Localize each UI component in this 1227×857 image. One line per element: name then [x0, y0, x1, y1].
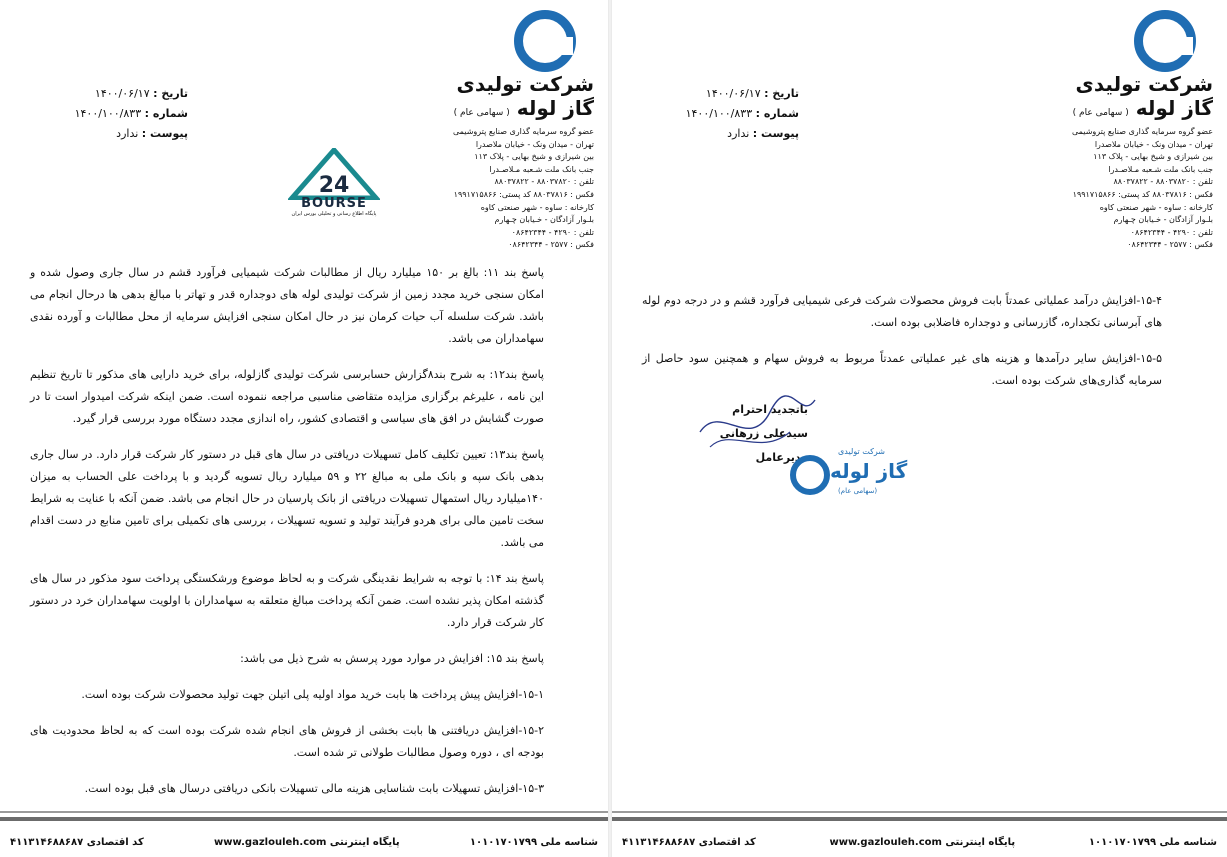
- bourse-text: BOURSE: [301, 196, 367, 211]
- attachment-value: ندارد: [116, 127, 139, 140]
- bourse24-logo: [288, 148, 380, 230]
- company-stamp: شرکت تولیدی گاز لوله (سهامی عام): [786, 445, 926, 505]
- stamp-logo-icon: [790, 455, 830, 495]
- signature-closing: باتجدید احترام: [732, 403, 808, 416]
- address-line: جنب بانک ملت شـعبه مـلاصـدرا: [1108, 164, 1213, 174]
- paragraph: ۱۵-۲-افزایش دریافتنی ها بابت بخشی از فروش های انجام شده شرکت بوده است که به لحاظ محدودیت های بودجه ای ، دوره وصول مطالبات طولانی تر شده است.: [30, 724, 544, 759]
- company-name: [1073, 72, 1213, 125]
- paragraph: پاسخ بند ۱۴: با توجه به شرایط نقدینگی شرکت و به لحاظ موضوع ورشکستگی پرداخت سود مذکور در سال های گذشته امکان پذیر نشده است. ضمن آنکه پرداخت مبالغ متعلقه به سهامداران با اولویت سهامداران خرد در دستور کار شرکت قرار دارد.: [30, 572, 544, 629]
- footer-economic-code: کد اقتصادی ۴۱۱۳۱۴۶۸۸۶۸۷: [10, 836, 144, 848]
- paragraph: پاسخ بند ۱۵: افزایش در موارد مورد پرسش به شرح ذیل می باشد:: [240, 652, 544, 665]
- bourse-triangle-icon: [288, 148, 380, 200]
- address-line: تهران - میدان ونک - خیابان ملاصدرا: [1094, 139, 1213, 149]
- number-row: شماره : ۱۴۰۰/۱۰۰/۸۳۳: [74, 107, 188, 120]
- address-line: تلفن : ۸۸۰۳۷۸۲۰ - ۸۸۰۳۷۸۲۲: [494, 177, 594, 187]
- signature-title: مدیرعامل: [755, 451, 808, 464]
- letter-meta: [28, 84, 188, 144]
- number-row: شماره : ۱۴۰۰/۱۰۰/۸۳۳: [685, 107, 799, 120]
- address-line: جنب بانک ملت شـعبه مـلاصـدرا: [489, 164, 594, 174]
- footer-website: پایگاه اینترنتی www.gazlouleh.com: [829, 836, 1016, 848]
- gazlouleh-logo-icon: [514, 10, 576, 72]
- footer-economic-code: کد اقتصادی ۴۱۱۳۱۴۶۸۸۶۸۷: [622, 836, 756, 848]
- company-address: [424, 126, 594, 252]
- paragraph: پاسخ بند۱۳: تعیین تکلیف کامل تسهیلات دریافتی در سال های قبل در دستور کار شرکت قرار دارد. در سال جاری بدهی بانک سپه و بانک ملی به مبالغ ۲۲ و ۵۹ میلیارد ریال تسویه گردید و با پرداخت علی الحساب به میزان ۱۴۰میلیارد ریال استمهال تسهیلات دریافتی از بانک پارسیان در حال انجام می باشد. ضمن آنکه با عنایت به شرایط سخت تامین مالی برای هردو فرآیند تولید و تسویه تسهیلات ، بررسی های تکمیلی برای تامین منابع در دست اقدام می باشد.: [30, 448, 544, 549]
- gazlouleh-logo-icon: [1134, 10, 1196, 72]
- paragraph: ۱۵-۵-افزایش سایر درآمدها و هزینه های غیر عملیاتی عمدتاً مربوط به فروش سهام و همچنین سود حاصل از سرمایه گذاری‌های شرکت بوده است.: [642, 352, 1162, 387]
- date-row: تاریخ : ۱۴۰۰/۰۶/۱۷: [94, 87, 188, 100]
- signature-name: سیدعلی زرهانی: [719, 427, 808, 440]
- address-line: بین شیرازی و شیخ بهایی - پلاک ۱۱۳: [1093, 152, 1213, 162]
- bourse-subtext: پایگاه اطلاع رسانی و تحلیلی بورس ایران: [291, 211, 377, 217]
- address-line: تلفن : ۸۸۰۳۷۸۲۰ - ۸۸۰۳۷۸۲۲: [1113, 177, 1213, 187]
- company-name-line1: شرکت تولیدی: [456, 72, 594, 96]
- address-line: فکس : ۲۵۷۷ - ۰۸۶۴۲۳۴۴: [1127, 240, 1213, 250]
- paragraph: پاسخ بند ۱۱: بالغ بر ۱۵۰ میلیارد ریال از مطالبات شرکت شیمیایی فرآورد قشم در سال جاری وصول شده و امکان سنجی خرید مجدد زمین از شرکت تولیدی لوله های دوجداره قدر و تهاتر با مبالغ بدهی ها درحال انجام می باشد. شرکت سلسله آب حیات کرمان نیز در حال امکان سنجی افزایش سرمایه از محل مطالبات و آورده نقدی سهامداران می باشد.: [30, 266, 544, 345]
- attachment-value: ندارد: [727, 127, 750, 140]
- address-line: فکس : ۲۵۷۷ - ۰۸۶۴۲۳۴۴: [508, 240, 594, 250]
- address-line: تهران - میدان ونک - خیابان ملاصدرا: [475, 139, 594, 149]
- company-name-line1: شرکت تولیدی: [1075, 72, 1213, 96]
- address-line: بلـوار آزادگان - خـیابان چـهارم: [1113, 215, 1213, 225]
- address-line: بین شیرازی و شیخ بهایی - پلاک ۱۱۳: [474, 152, 594, 162]
- address-line: کارخانه : ساوه - شهر صنعتی کاوه: [480, 202, 594, 212]
- paragraph: ۱۵-۴-افزایش درآمد عملیاتی عمدتاً بابت فروش محصولات شرکت فرعی شیمیایی فرآورد قشم و در درجه دوم لوله های آبرسانی تکجداره، گازرسانی و دوجداره فاضلابی بوده است.: [642, 294, 1162, 329]
- footer-national-id: شناسه ملی ۱۰۱۰۱۷۰۱۷۹۹: [1088, 836, 1217, 848]
- attachment-row: پیوست : ندارد: [116, 127, 188, 140]
- address-line: بلـوار آزادگان - خـیابان چـهارم: [494, 215, 594, 225]
- letter-page-right: [612, 0, 1227, 857]
- company-name-line2: گاز لوله ( سهامی عام ): [453, 96, 594, 120]
- paragraph: ۱۵-۳-افزایش تسهیلات بابت شناسایی هزینه مالی تسهیلات بانکی دریافتی درسال های قبل بوده است.: [84, 782, 544, 795]
- address-line: کارخانه : ساوه - شهر صنعتی کاوه: [1099, 202, 1213, 212]
- date-value: ۱۴۰۰/۰۶/۱۷: [94, 87, 150, 100]
- paragraph: ۱۵-۱-افزایش پیش پرداخت ها بابت خرید مواد اولیه پلی اتیلن جهت تولید محصولات شرکت بوده است.: [81, 688, 544, 701]
- address-line: فکس : ۸۸۰۳۷۸۱۶ کد پستی: ۱۹۹۱۷۱۵۸۶۶: [453, 189, 594, 199]
- date-value: ۱۴۰۰/۰۶/۱۷: [705, 87, 761, 100]
- attachment-row: پیوست : ندارد: [727, 127, 799, 140]
- footer-national-id: شناسه ملی ۱۰۱۰۱۷۰۱۷۹۹: [469, 836, 598, 848]
- company-name: [454, 72, 594, 125]
- date-row: تاریخ : ۱۴۰۰/۰۶/۱۷: [705, 87, 799, 100]
- company-name-line2: گاز لوله ( سهامی عام ): [1072, 96, 1213, 120]
- address-line: تلفن : ۴۲۹۰ - ۰۸۶۴۲۳۴۴: [511, 227, 594, 237]
- svg-text:24: 24: [318, 173, 350, 198]
- address-line: عضو گروه سرمایه گذاری صنایع پتروشیمی: [452, 127, 594, 136]
- number-value: ۱۴۰۰/۱۰۰/۸۳۳: [685, 107, 753, 120]
- letter-footer-left: [0, 817, 608, 857]
- number-value: ۱۴۰۰/۱۰۰/۸۳۳: [74, 107, 142, 120]
- footer-website: پایگاه اینترنتی www.gazlouleh.com: [214, 836, 400, 848]
- company-address: [1043, 126, 1213, 252]
- letter-body-left: [30, 262, 544, 814]
- letter-meta: [639, 84, 799, 144]
- paragraph: پاسخ بند۱۲: به شرح بند۸گزارش حسابرسی شرکت تولیدی گازلوله، برای خرید دارایی های مذکور تا تاریخ تنظیم این نامه ، علیرغم برگزاری مزایده متقاضی مناسبی مراجعه ننموده است. ضمن اینکه شرکت امیدوار است تا در صورت گشایش در افق های سیاسی و اقتصادی کشور، راه اندازی مجدد دستگاه مورد بررسی قرار گیرد.: [30, 368, 544, 425]
- address-line: فکس : ۸۸۰۳۷۸۱۶ کد پستی: ۱۹۹۱۷۱۵۸۶۶: [1072, 189, 1213, 199]
- letter-page-left: [0, 0, 608, 857]
- letter-body-right: [642, 290, 1162, 406]
- address-line: عضو گروه سرمایه گذاری صنایع پتروشیمی: [1071, 127, 1213, 136]
- address-line: تلفن : ۴۲۹۰ - ۰۸۶۴۲۳۴۴: [1130, 227, 1213, 237]
- letter-footer-right: [612, 817, 1227, 857]
